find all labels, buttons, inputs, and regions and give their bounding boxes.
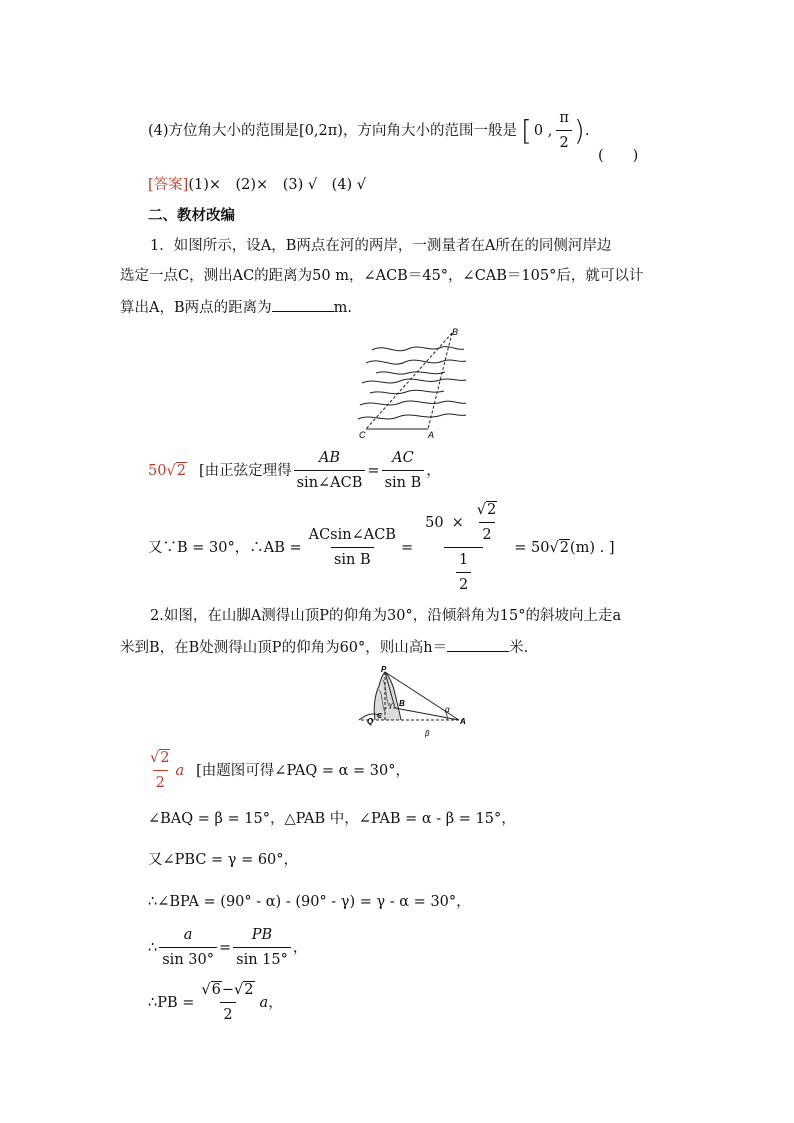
label-B2: B [399, 699, 405, 708]
river-wave-1 [372, 347, 464, 351]
q1-answer-blank [272, 297, 334, 312]
sol1-result-sqrt: √2 [549, 539, 569, 556]
big-denominator [444, 547, 483, 595]
q2-answer-blank [447, 637, 509, 652]
label-beta: β [425, 729, 430, 738]
q1-line3-suffix: m. [333, 300, 352, 316]
q2-line2-prefix: 米到B，在B处测得山顶P的仰角为60°，则山高h＝ [120, 640, 448, 656]
sol2-answer-den: 2 [153, 770, 168, 793]
frac5b-den: sin 15° [233, 947, 291, 970]
frac1-den: sin∠ACB [294, 470, 366, 493]
frac2-den: sin B [382, 470, 425, 493]
river-wave-2 [366, 360, 466, 364]
bracket-left-glyph: [ [520, 113, 532, 147]
sqrt2: √2 [476, 502, 497, 518]
frac5a-num: a [183, 927, 193, 943]
sol2-eq: = [218, 939, 232, 956]
big-num-50: 50 [425, 514, 444, 531]
sqrt2b: √2 [234, 982, 254, 998]
big-numerator [415, 500, 512, 547]
paren-right-glyph: ) [573, 113, 585, 147]
frac-a-over-sin30 [159, 925, 217, 970]
frac6-den: 2 [220, 1002, 235, 1025]
item4-paren: ( ) [598, 148, 639, 164]
sqrt6: √6 [201, 982, 221, 998]
q1-line3 [120, 297, 352, 318]
sol1-answer-radicand: 2 [176, 462, 186, 479]
sol2-line3: 又∠PBC = γ = 60°， [148, 852, 299, 868]
label-gamma: γ [389, 702, 393, 709]
sqrt2-over-2-fraction [474, 500, 500, 545]
frac-root6-minus-root2-over-2 [198, 980, 257, 1025]
label-A2: A [460, 717, 466, 726]
sol2-line6-suffix: ， [268, 994, 283, 1011]
sol1-intro: [由正弦定理得 [198, 462, 292, 479]
answer-label: [答案] [148, 177, 189, 193]
sqrt2-den: 2 [479, 522, 494, 545]
river-wave-5 [370, 390, 444, 393]
sqrt6-radicand: 6 [211, 982, 221, 998]
label-alpha: α [445, 705, 450, 714]
pi-denominator: 2 [556, 130, 571, 153]
frac-ACsinACB-over-sinB [306, 525, 399, 570]
sol1-result-suffix: (m) . ] [569, 539, 615, 556]
sol1-answer [148, 461, 187, 481]
label-C2: C [377, 713, 383, 720]
sol2-answer-radicand: 2 [160, 750, 170, 766]
sqrt2-radicand: 2 [486, 502, 497, 518]
sol2-line1-text: [由题图可得∠PAQ = α = 30°， [196, 762, 410, 779]
half-den: 2 [456, 572, 471, 595]
sol1-result-radicand: 2 [559, 539, 569, 556]
half-num: 1 [459, 552, 469, 568]
frac1-num: AB [318, 450, 341, 466]
sol1-answer-sqrt: √2 [166, 462, 186, 479]
mountain-figure [355, 664, 475, 739]
pi-numerator: π [559, 110, 569, 126]
answer-text: (1)× (2)× (3) √ (4) √ [188, 177, 366, 193]
sol1-eq2: = [400, 539, 414, 556]
river-wave-6 [360, 401, 466, 405]
frac-AB-over-sinACB [294, 448, 366, 493]
sol2-answer [145, 748, 184, 793]
q1-line1: 1．如图所示，设A，B两点在河的两岸，一测量者在A所在的同侧河岸边 [150, 238, 612, 254]
frac-AC-over-sinB [382, 448, 425, 493]
sol1-line1 [148, 448, 441, 493]
sol2-line2: ∠BAQ = β = 15°，△PAB 中，∠PAB = α - β = 15°， [148, 811, 516, 827]
sol2-answer-sqrt: √2 [150, 750, 170, 766]
frac5b-num: PB [251, 927, 273, 943]
label-A: A [428, 430, 435, 440]
sol2-line5-prefix: ∴ [148, 939, 158, 956]
item4-prefix: (4)方位角大小的范围是[0,2π)，方向角大小的范围一般是 [148, 122, 517, 139]
q1-line3-prefix: 算出A，B两点的距离为 [120, 300, 272, 316]
frac2-num: AC [392, 450, 414, 466]
frac6-minus: − [221, 982, 235, 998]
sol2-answer-fraction [147, 748, 173, 793]
q2-line2-suffix: 米. [509, 640, 529, 656]
label-Q: Q [367, 717, 374, 726]
frac5a-den: sin 30° [159, 947, 217, 970]
frac3-den: sin B [331, 547, 374, 570]
q1-line2: 选定一点C，测出AC的距离为50 m，∠ACB＝45°，∠CAB＝105°后，就可以计 [120, 268, 644, 284]
q2-line2 [120, 637, 528, 658]
label-P: P [381, 665, 387, 674]
frac6-num [198, 980, 257, 1002]
sol2-line5-suffix: ， [292, 939, 308, 956]
item4-line [148, 108, 589, 153]
label-B: B [452, 327, 459, 337]
section-title: 二、教材改编 [148, 207, 235, 224]
big-fraction [415, 500, 512, 595]
frac3-num: ACsin∠ACB [308, 527, 396, 543]
sol2-line4: ∴∠BPA = (90° - α) - (90° - γ) = γ - α = 30°， [148, 894, 471, 910]
q2-line1: 2.如图，在山脚A测得山顶P的仰角为30°，沿倾斜角为15°的斜坡向上走a [150, 608, 622, 624]
sqrt2b-radicand: 2 [244, 982, 254, 998]
sol2-line1 [145, 748, 410, 793]
sol1-answer-50: 50 [148, 462, 167, 479]
sol1-comma: ， [426, 462, 441, 479]
item4-zero: 0 , [533, 122, 553, 139]
river-wave-7 [358, 414, 466, 419]
label-C: C [359, 430, 366, 440]
pi-over-2-fraction [556, 108, 572, 153]
river-figure [350, 325, 470, 440]
sol2-answer-a: a [175, 762, 185, 779]
sol2-line5 [148, 925, 307, 970]
river-wave-4 [362, 379, 466, 383]
sol2-line6 [148, 980, 283, 1025]
big-num-times: × [451, 514, 464, 531]
sol1-result-50: = 50 [514, 539, 550, 556]
answer-line [148, 175, 366, 195]
sol1-line2 [148, 500, 614, 595]
one-half-fraction [456, 550, 471, 595]
item4-period: . [584, 122, 590, 139]
frac-PB-over-sin15 [233, 925, 291, 970]
river-wave-3 [376, 372, 445, 374]
sol2-line6-prefix: ∴PB = [148, 994, 195, 1011]
sol2-line6-a: a [259, 994, 269, 1011]
sol1-line2-prefix: 又∵B = 30°，∴AB = [148, 539, 302, 556]
sol1-eq1: = [367, 462, 380, 479]
